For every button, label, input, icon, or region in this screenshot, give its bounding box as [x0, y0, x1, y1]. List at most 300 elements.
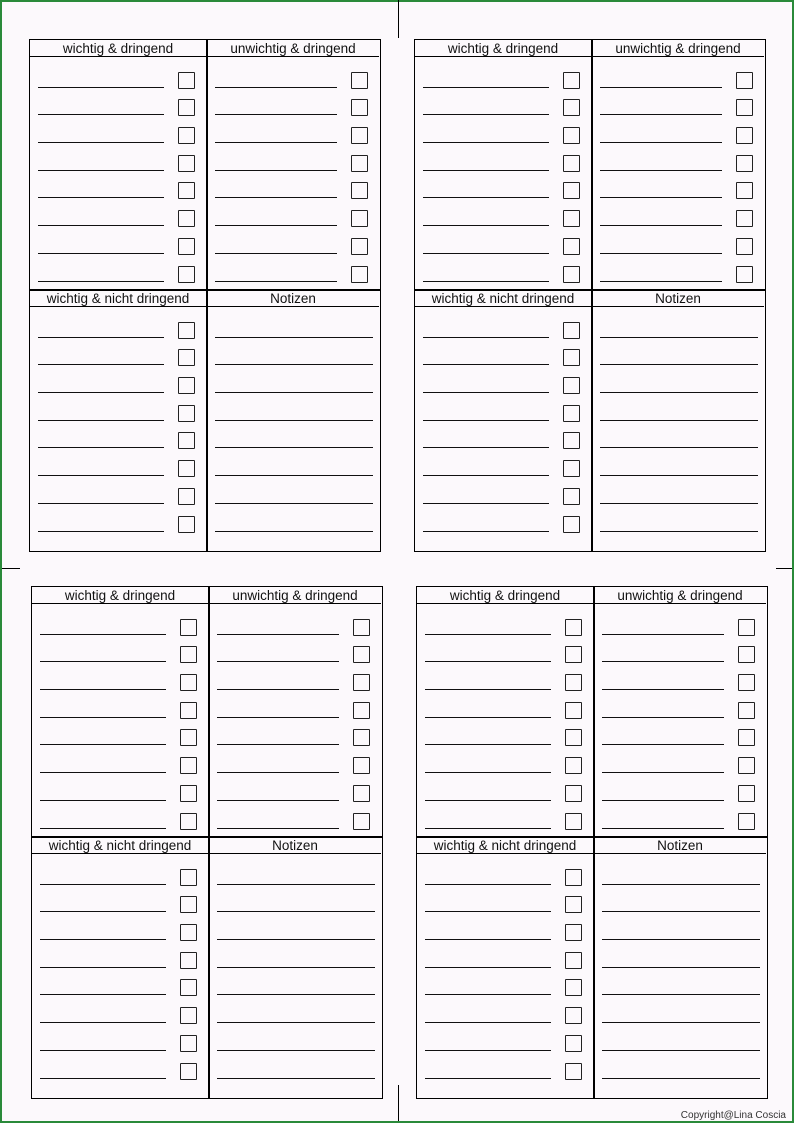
task-row: [32, 720, 208, 748]
task-checkbox[interactable]: [178, 377, 195, 394]
task-write-line[interactable]: [423, 170, 549, 171]
note-write-line[interactable]: [217, 967, 375, 968]
note-write-line[interactable]: [217, 1050, 375, 1051]
task-checkbox[interactable]: [180, 813, 197, 830]
task-checkbox[interactable]: [351, 72, 368, 89]
task-checkbox[interactable]: [178, 127, 195, 144]
quadrant-heading: unwichtig & dringend: [594, 587, 766, 604]
task-row: [32, 859, 208, 887]
task-row: [592, 256, 764, 284]
task-checkbox[interactable]: [180, 1007, 197, 1024]
task-write-line[interactable]: [602, 717, 724, 718]
task-checkbox[interactable]: [563, 349, 580, 366]
quadrant-unimportant-urgent: [592, 40, 764, 289]
note-line-row: [594, 859, 766, 887]
task-row: [417, 720, 593, 748]
note-write-line[interactable]: [217, 939, 375, 940]
task-checkbox[interactable]: [565, 702, 582, 719]
note-write-line[interactable]: [215, 337, 373, 338]
task-row: [594, 720, 766, 748]
task-write-line[interactable]: [425, 967, 551, 968]
note-write-line[interactable]: [215, 392, 373, 393]
task-checkbox[interactable]: [565, 674, 582, 691]
task-write-line[interactable]: [38, 87, 164, 88]
task-write-line[interactable]: [423, 503, 549, 504]
task-row: [32, 748, 208, 776]
note-write-line[interactable]: [215, 364, 373, 365]
task-checkbox[interactable]: [180, 702, 197, 719]
task-checkbox[interactable]: [736, 72, 753, 89]
quadrant-heading: wichtig & dringend: [417, 587, 593, 604]
task-write-line[interactable]: [602, 634, 724, 635]
task-write-line[interactable]: [425, 772, 551, 773]
task-write-line[interactable]: [215, 197, 337, 198]
task-checkbox[interactable]: [565, 729, 582, 746]
task-write-line[interactable]: [38, 114, 164, 115]
task-write-line[interactable]: [38, 420, 164, 421]
task-checkbox[interactable]: [178, 488, 195, 505]
note-write-line[interactable]: [602, 884, 760, 885]
task-write-line[interactable]: [602, 689, 724, 690]
task-write-line[interactable]: [425, 1050, 551, 1051]
task-row: [417, 887, 593, 915]
task-checkbox[interactable]: [353, 729, 370, 746]
task-checkbox[interactable]: [351, 210, 368, 227]
task-row: [592, 90, 764, 118]
task-checkbox[interactable]: [180, 1035, 197, 1052]
quadrant-important-not-urgent: [32, 837, 208, 1097]
task-checkbox[interactable]: [180, 952, 197, 969]
task-row: [209, 720, 381, 748]
task-write-line[interactable]: [602, 661, 724, 662]
task-write-line[interactable]: [425, 939, 551, 940]
task-checkbox[interactable]: [351, 155, 368, 172]
task-write-line[interactable]: [217, 828, 339, 829]
task-row: [415, 395, 591, 423]
task-write-line[interactable]: [600, 225, 722, 226]
task-checkbox[interactable]: [565, 869, 582, 886]
task-checkbox[interactable]: [563, 72, 580, 89]
quadrant-unimportant-urgent: [594, 587, 766, 836]
note-line-row: [594, 970, 766, 998]
task-write-line[interactable]: [217, 744, 339, 745]
task-checkbox[interactable]: [178, 349, 195, 366]
note-write-line[interactable]: [602, 994, 760, 995]
task-row: [32, 1053, 208, 1081]
task-write-line[interactable]: [215, 253, 337, 254]
note-line-row: [592, 367, 764, 395]
task-row: [417, 803, 593, 831]
task-checkbox[interactable]: [353, 785, 370, 802]
task-row: [415, 173, 591, 201]
task-write-line[interactable]: [423, 420, 549, 421]
quadrant-important-urgent: [415, 40, 591, 289]
task-write-line[interactable]: [217, 800, 339, 801]
task-write-line[interactable]: [40, 1050, 166, 1051]
task-checkbox[interactable]: [565, 757, 582, 774]
quadrant-heading: wichtig & nicht dringend: [417, 837, 593, 854]
task-checkbox[interactable]: [738, 757, 755, 774]
task-checkbox[interactable]: [178, 460, 195, 477]
task-checkbox[interactable]: [178, 266, 195, 283]
task-write-line[interactable]: [40, 689, 166, 690]
note-line-row: [207, 395, 379, 423]
task-checkbox[interactable]: [736, 210, 753, 227]
task-row: [592, 145, 764, 173]
task-checkbox[interactable]: [565, 1035, 582, 1052]
task-write-line[interactable]: [425, 1022, 551, 1023]
task-checkbox[interactable]: [736, 127, 753, 144]
task-checkbox[interactable]: [180, 729, 197, 746]
task-write-line[interactable]: [38, 170, 164, 171]
task-write-line[interactable]: [40, 800, 166, 801]
task-checkbox[interactable]: [178, 182, 195, 199]
note-write-line[interactable]: [602, 967, 760, 968]
task-checkbox[interactable]: [353, 646, 370, 663]
note-write-line[interactable]: [215, 531, 373, 532]
task-write-line[interactable]: [423, 337, 549, 338]
task-write-line[interactable]: [38, 253, 164, 254]
task-row: [415, 451, 591, 479]
task-write-line[interactable]: [423, 114, 549, 115]
task-checkbox[interactable]: [563, 182, 580, 199]
task-row: [417, 998, 593, 1026]
task-write-line[interactable]: [602, 744, 724, 745]
task-row: [209, 803, 381, 831]
task-checkbox[interactable]: [180, 979, 197, 996]
task-checkbox[interactable]: [736, 99, 753, 116]
task-checkbox[interactable]: [565, 646, 582, 663]
task-write-line[interactable]: [215, 281, 337, 282]
task-write-line[interactable]: [217, 689, 339, 690]
task-checkbox[interactable]: [565, 1063, 582, 1080]
task-row: [30, 145, 206, 173]
task-row: [592, 201, 764, 229]
task-write-line[interactable]: [40, 1022, 166, 1023]
task-write-line[interactable]: [423, 197, 549, 198]
note-write-line[interactable]: [602, 1022, 760, 1023]
note-line-row: [592, 506, 764, 534]
note-write-line[interactable]: [602, 939, 760, 940]
task-row: [32, 803, 208, 831]
task-write-line[interactable]: [600, 197, 722, 198]
task-write-line[interactable]: [423, 142, 549, 143]
task-write-line[interactable]: [423, 281, 549, 282]
task-write-line[interactable]: [425, 689, 551, 690]
task-checkbox[interactable]: [351, 238, 368, 255]
task-write-line[interactable]: [423, 253, 549, 254]
task-write-line[interactable]: [215, 142, 337, 143]
task-write-line[interactable]: [40, 1078, 166, 1079]
note-line-row: [592, 340, 764, 368]
task-row: [32, 609, 208, 637]
task-write-line[interactable]: [600, 87, 722, 88]
note-write-line[interactable]: [215, 475, 373, 476]
task-write-line[interactable]: [217, 661, 339, 662]
task-write-line[interactable]: [423, 392, 549, 393]
task-checkbox[interactable]: [738, 785, 755, 802]
task-checkbox[interactable]: [178, 516, 195, 533]
task-checkbox[interactable]: [563, 488, 580, 505]
task-write-line[interactable]: [600, 170, 722, 171]
task-checkbox[interactable]: [351, 127, 368, 144]
task-checkbox[interactable]: [736, 155, 753, 172]
task-row: [417, 942, 593, 970]
task-write-line[interactable]: [40, 828, 166, 829]
task-write-line[interactable]: [40, 717, 166, 718]
note-line-row: [594, 887, 766, 915]
task-checkbox[interactable]: [178, 405, 195, 422]
note-line-row: [209, 942, 381, 970]
task-checkbox[interactable]: [565, 619, 582, 636]
task-checkbox[interactable]: [738, 702, 755, 719]
quadrant-important-not-urgent: [415, 290, 591, 550]
task-write-line[interactable]: [38, 392, 164, 393]
task-checkbox[interactable]: [738, 619, 755, 636]
task-checkbox[interactable]: [563, 377, 580, 394]
note-write-line[interactable]: [600, 420, 758, 421]
task-checkbox[interactable]: [178, 322, 195, 339]
task-checkbox[interactable]: [353, 619, 370, 636]
task-write-line[interactable]: [602, 828, 724, 829]
task-checkbox[interactable]: [351, 182, 368, 199]
task-write-line[interactable]: [40, 772, 166, 773]
task-checkbox[interactable]: [180, 896, 197, 913]
quadrant-important-not-urgent: [30, 290, 206, 550]
note-line-row: [207, 367, 379, 395]
task-row: [417, 1025, 593, 1053]
task-checkbox[interactable]: [178, 432, 195, 449]
note-line-row: [207, 340, 379, 368]
task-checkbox[interactable]: [738, 729, 755, 746]
task-checkbox[interactable]: [353, 702, 370, 719]
task-row: [30, 117, 206, 145]
note-write-line[interactable]: [217, 994, 375, 995]
task-row: [32, 970, 208, 998]
task-write-line[interactable]: [40, 911, 166, 912]
task-row: [207, 201, 379, 229]
task-write-line[interactable]: [38, 475, 164, 476]
task-write-line[interactable]: [423, 225, 549, 226]
note-write-line[interactable]: [600, 392, 758, 393]
note-write-line[interactable]: [600, 447, 758, 448]
note-write-line[interactable]: [600, 364, 758, 365]
task-row: [209, 664, 381, 692]
task-checkbox[interactable]: [565, 924, 582, 941]
task-checkbox[interactable]: [351, 266, 368, 283]
quadrant-heading: wichtig & nicht dringend: [32, 837, 208, 854]
quadrant-heading: Notizen: [594, 837, 766, 854]
task-checkbox[interactable]: [180, 785, 197, 802]
task-checkbox[interactable]: [178, 238, 195, 255]
note-line-row: [209, 914, 381, 942]
task-checkbox[interactable]: [180, 757, 197, 774]
task-checkbox[interactable]: [563, 266, 580, 283]
task-checkbox[interactable]: [180, 619, 197, 636]
task-checkbox[interactable]: [180, 869, 197, 886]
task-write-line[interactable]: [600, 114, 722, 115]
note-write-line[interactable]: [217, 911, 375, 912]
task-write-line[interactable]: [217, 634, 339, 635]
task-checkbox[interactable]: [736, 266, 753, 283]
task-checkbox[interactable]: [178, 210, 195, 227]
task-checkbox[interactable]: [180, 646, 197, 663]
quadrant-heading: unwichtig & dringend: [209, 587, 381, 604]
task-write-line[interactable]: [423, 475, 549, 476]
note-write-line[interactable]: [217, 1078, 375, 1079]
task-checkbox[interactable]: [563, 127, 580, 144]
task-checkbox[interactable]: [563, 210, 580, 227]
quadrant-heading: wichtig & dringend: [32, 587, 208, 604]
task-write-line[interactable]: [217, 717, 339, 718]
task-checkbox[interactable]: [738, 813, 755, 830]
task-checkbox[interactable]: [563, 322, 580, 339]
task-write-line[interactable]: [40, 994, 166, 995]
task-write-line[interactable]: [423, 447, 549, 448]
task-write-line[interactable]: [600, 281, 722, 282]
task-row: [594, 803, 766, 831]
task-checkbox[interactable]: [180, 1063, 197, 1080]
task-checkbox[interactable]: [351, 99, 368, 116]
note-write-line[interactable]: [217, 884, 375, 885]
task-write-line[interactable]: [425, 800, 551, 801]
task-checkbox[interactable]: [178, 72, 195, 89]
task-write-line[interactable]: [38, 197, 164, 198]
note-line-row: [594, 914, 766, 942]
note-write-line[interactable]: [602, 1050, 760, 1051]
task-write-line[interactable]: [40, 744, 166, 745]
task-checkbox[interactable]: [565, 785, 582, 802]
task-write-line[interactable]: [38, 337, 164, 338]
note-line-row: [592, 395, 764, 423]
task-checkbox[interactable]: [738, 674, 755, 691]
task-checkbox[interactable]: [353, 813, 370, 830]
task-checkbox[interactable]: [180, 674, 197, 691]
task-write-line[interactable]: [38, 364, 164, 365]
task-checkbox[interactable]: [563, 238, 580, 255]
task-write-line[interactable]: [425, 634, 551, 635]
task-row: [207, 90, 379, 118]
task-write-line[interactable]: [217, 772, 339, 773]
task-checkbox[interactable]: [353, 757, 370, 774]
task-write-line[interactable]: [38, 531, 164, 532]
task-row: [30, 340, 206, 368]
task-checkbox[interactable]: [738, 646, 755, 663]
task-write-line[interactable]: [40, 634, 166, 635]
task-write-line[interactable]: [38, 142, 164, 143]
task-checkbox[interactable]: [563, 432, 580, 449]
task-write-line[interactable]: [215, 114, 337, 115]
task-row: [417, 664, 593, 692]
quadrant-important-urgent: [417, 587, 593, 836]
task-write-line[interactable]: [40, 884, 166, 885]
note-write-line[interactable]: [217, 1022, 375, 1023]
task-write-line[interactable]: [425, 744, 551, 745]
task-write-line[interactable]: [38, 225, 164, 226]
task-checkbox[interactable]: [565, 979, 582, 996]
task-write-line[interactable]: [425, 1078, 551, 1079]
task-write-line[interactable]: [425, 994, 551, 995]
task-write-line[interactable]: [423, 364, 549, 365]
quadrant-heading: Notizen: [592, 290, 764, 307]
task-write-line[interactable]: [38, 503, 164, 504]
task-write-line[interactable]: [425, 884, 551, 885]
note-write-line[interactable]: [600, 503, 758, 504]
task-checkbox[interactable]: [565, 1007, 582, 1024]
task-row: [30, 228, 206, 256]
note-write-line[interactable]: [215, 503, 373, 504]
note-write-line[interactable]: [600, 337, 758, 338]
task-write-line[interactable]: [38, 447, 164, 448]
note-line-row: [209, 1053, 381, 1081]
task-checkbox[interactable]: [563, 155, 580, 172]
task-write-line[interactable]: [600, 253, 722, 254]
task-write-line[interactable]: [425, 661, 551, 662]
task-row: [415, 423, 591, 451]
task-checkbox[interactable]: [563, 460, 580, 477]
task-checkbox[interactable]: [565, 952, 582, 969]
task-checkbox[interactable]: [178, 99, 195, 116]
task-row: [30, 90, 206, 118]
task-row: [207, 62, 379, 90]
task-checkbox[interactable]: [565, 896, 582, 913]
task-row: [417, 609, 593, 637]
matrix-card: [31, 586, 383, 1099]
task-row: [415, 117, 591, 145]
task-checkbox[interactable]: [565, 813, 582, 830]
note-write-line[interactable]: [602, 911, 760, 912]
task-row: [415, 145, 591, 173]
task-row: [592, 228, 764, 256]
task-checkbox[interactable]: [736, 238, 753, 255]
note-write-line[interactable]: [600, 475, 758, 476]
note-line-row: [209, 1025, 381, 1053]
task-checkbox[interactable]: [180, 924, 197, 941]
task-write-line[interactable]: [40, 967, 166, 968]
task-write-line[interactable]: [600, 142, 722, 143]
note-write-line[interactable]: [215, 447, 373, 448]
note-write-line[interactable]: [600, 531, 758, 532]
note-write-line[interactable]: [602, 1078, 760, 1079]
task-checkbox[interactable]: [178, 155, 195, 172]
task-write-line[interactable]: [40, 939, 166, 940]
task-write-line[interactable]: [425, 828, 551, 829]
task-row: [415, 256, 591, 284]
task-checkbox[interactable]: [563, 405, 580, 422]
matrix-card: [29, 39, 381, 552]
note-write-line[interactable]: [215, 420, 373, 421]
task-write-line[interactable]: [423, 531, 549, 532]
task-write-line[interactable]: [425, 911, 551, 912]
task-row: [207, 173, 379, 201]
task-write-line[interactable]: [423, 87, 549, 88]
task-write-line[interactable]: [215, 225, 337, 226]
task-write-line[interactable]: [602, 772, 724, 773]
task-row: [592, 117, 764, 145]
task-write-line[interactable]: [215, 170, 337, 171]
task-row: [32, 775, 208, 803]
task-row: [32, 887, 208, 915]
task-checkbox[interactable]: [563, 516, 580, 533]
task-checkbox[interactable]: [563, 99, 580, 116]
task-write-line[interactable]: [38, 281, 164, 282]
task-write-line[interactable]: [425, 717, 551, 718]
task-checkbox[interactable]: [353, 674, 370, 691]
task-write-line[interactable]: [215, 87, 337, 88]
task-write-line[interactable]: [602, 800, 724, 801]
task-checkbox[interactable]: [736, 182, 753, 199]
task-write-line[interactable]: [40, 661, 166, 662]
